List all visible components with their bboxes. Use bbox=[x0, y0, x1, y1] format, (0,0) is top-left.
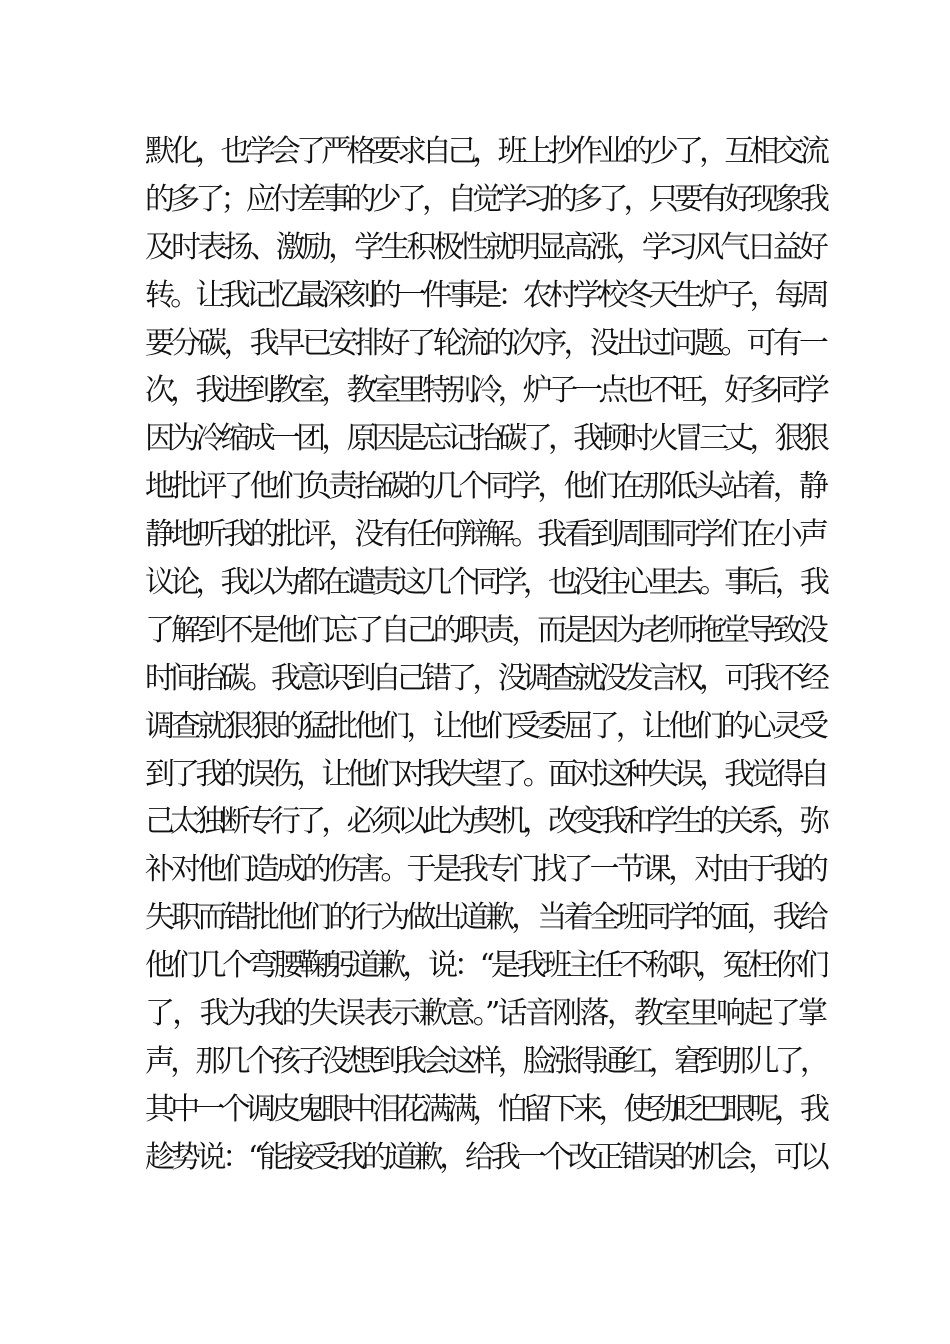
text-line: 默化，也学会了严格要求自己，班上抄作业的少了，互相交流 bbox=[145, 134, 825, 169]
text-line: 声，那几个孩子没想到我会这样，脸涨得通红，窘到那儿了， bbox=[145, 1043, 825, 1079]
text-line: 了解到不是他们忘了自己的职责，而是因为老师拖堂导致没 bbox=[145, 612, 825, 648]
text-line: 他们几个弯腰鞠躬道歉，说：“是我班主任不称职，冤枉你们 bbox=[145, 948, 826, 984]
text-line: 失职而错批他们的行为做出道歉，当着全班同学的面，我给 bbox=[145, 900, 825, 936]
text-line: 趁势说：“能接受我的道歉，给我一个改正错误的机会，可以 bbox=[145, 1139, 826, 1175]
text-line: 及时表扬、激励，学生积极性就明显高涨，学习风气日益好 bbox=[145, 229, 825, 265]
text-line: 转。让我记忆最深刻的一件事是：农村学校冬天生炉子，每周 bbox=[145, 277, 825, 313]
text-line: 调查就狠狠的猛批他们，让他们受委屈了，让他们的心灵受 bbox=[145, 708, 825, 744]
text-line: 议论，我以为都在谴责这几个同学，也没往心里去。事后，我 bbox=[145, 565, 825, 601]
text-line: 其中一个调皮鬼眼中泪花满满，怕留下来，使劲眨巴眼呢，我 bbox=[145, 1091, 825, 1127]
text-line: 己太独断专行了，必须以此为契机，改变我和学生的关系，弥 bbox=[145, 804, 825, 840]
text-line: 补对他们造成的伤害。于是我专门找了一节课，对由于我的 bbox=[145, 852, 825, 888]
text-line: 时间抬碳。我意识到自己错了，没调查就没发言权，可我不经 bbox=[145, 660, 825, 696]
text-line: 因为冷缩成一团，原因是忘记抬碳了，我顿时火冒三丈，狠狠 bbox=[145, 421, 825, 457]
body-text bbox=[145, 128, 825, 1182]
text-line: 次，我进到教室，教室里特别冷，炉子一点也不旺，好多同学 bbox=[145, 373, 825, 409]
text-line: 到了我的误伤，让他们对我失望了。面对这种失误，我觉得自 bbox=[145, 756, 825, 792]
text-line: 地批评了他们负责抬碳的几个同学，他们在那低头站着，静 bbox=[145, 469, 825, 505]
text-line: 要分碳，我早已安排好了轮流的次序，没出过问题。可有一 bbox=[145, 325, 825, 361]
text-line: 静地听我的批评，没有任何辩解。我看到周围同学们在小声 bbox=[145, 517, 825, 553]
text-line: 了，我为我的失误表示歉意。”话音刚落，教室里响起了掌 bbox=[145, 996, 826, 1032]
text-line: 的多了；应付差事的少了，自觉学习的多了，只要有好现象我 bbox=[145, 181, 825, 217]
